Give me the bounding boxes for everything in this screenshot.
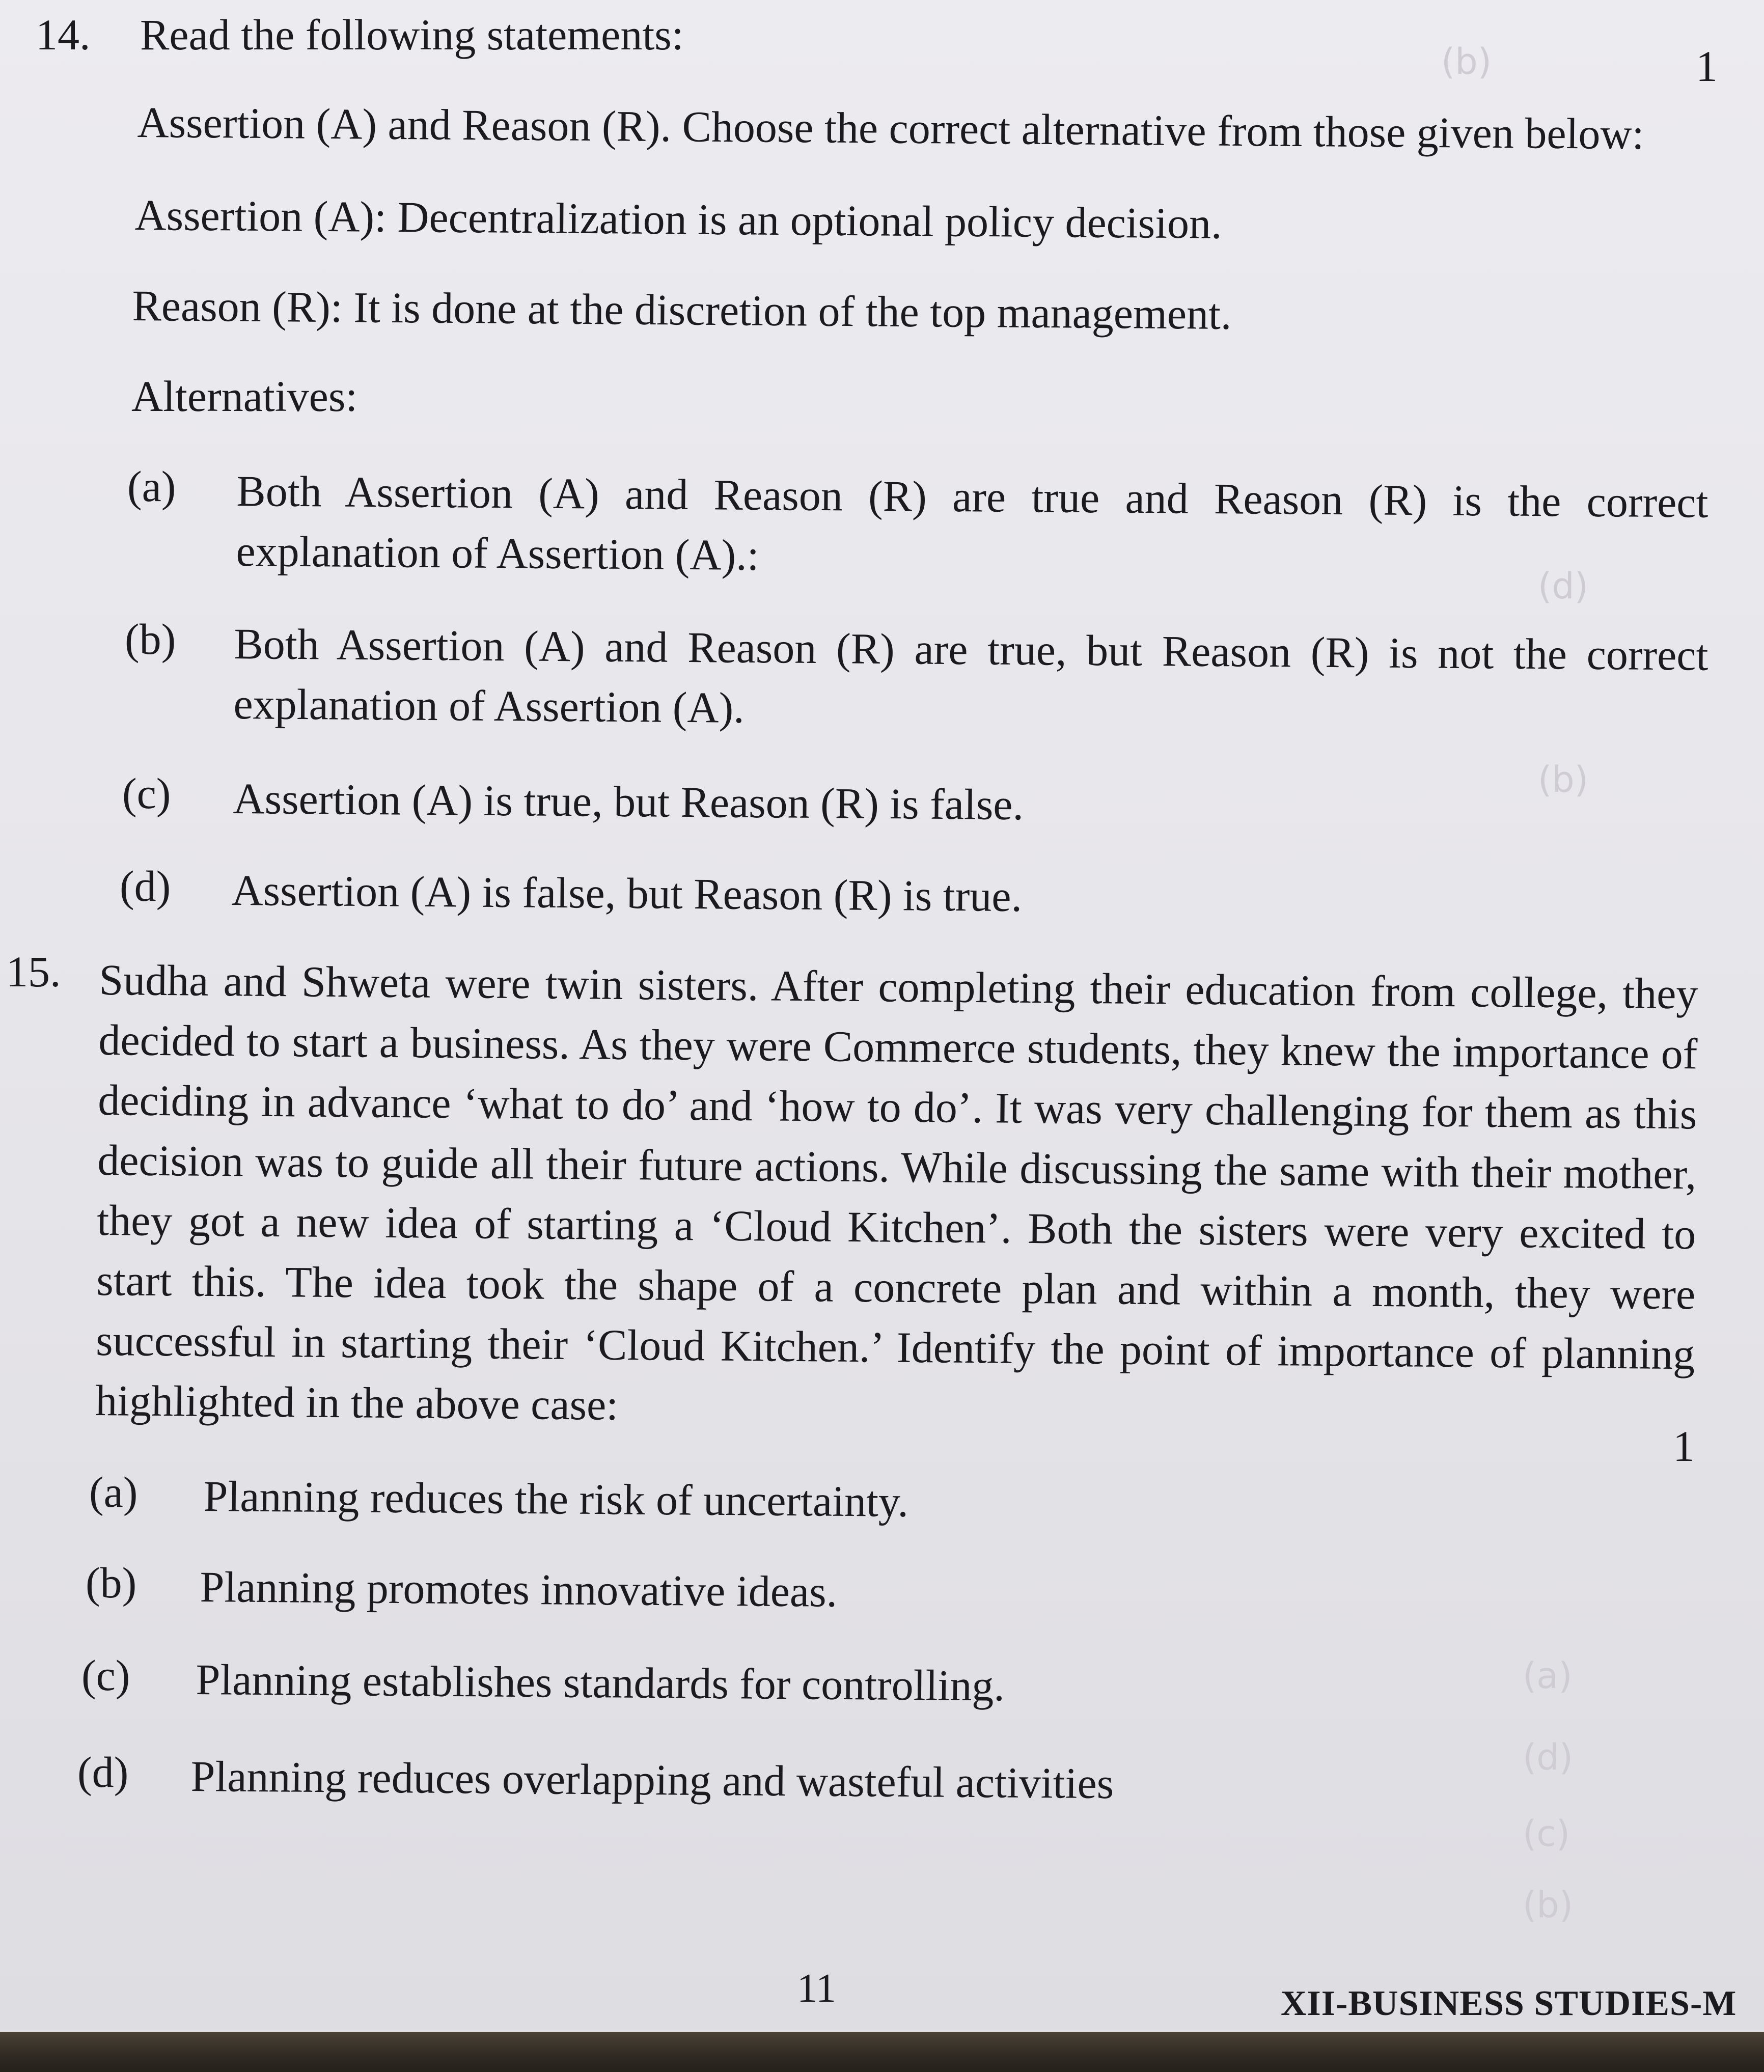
show-through-mark: (d)	[1523, 1736, 1574, 1778]
question-14-option-d-text: Assertion (A) is false, but Reason (R) is true.	[231, 865, 1023, 921]
show-through-mark: (b)	[1441, 41, 1492, 82]
question-15-option-a-text: Planning reduces the risk of uncertainty.	[203, 1472, 909, 1526]
question-15-option-c-label: (c)	[81, 1651, 130, 1700]
question-14-option-c-text: Assertion (A) is true, but Reason (R) is false.	[233, 773, 1024, 830]
question-14-option-b-label: (b)	[125, 615, 176, 664]
question-14-instruction: Assertion (A) and Reason (R). Choose the correct alternative from those given below:	[137, 97, 1644, 159]
question-14-marks: 1	[1696, 42, 1718, 91]
question-15-text: Sudha and Shweta were twin sisters. After completing their education from college, they decided to start a business. As they were Commerce students, they knew the importance of deciding in advance ‘what to do’ and ‘how to do’. It was very challenging for them as this decision was to guide all their future actions. While discussing the same with their mother, they got a new idea of starting a ‘Cloud Kitchen’. Both the sisters were very excited to start this. The idea took the shape of a concrete plan and within a month, they were successful in starting their ‘Cloud Kitchen.’ Identify the point of importance of planning highlighted in the above case:	[95, 955, 1698, 1429]
desk-background	[0, 2032, 1764, 2072]
question-14-intro: Read the following statements:	[140, 10, 684, 59]
question-14-number: 14.	[36, 10, 91, 59]
question-15-marks: 1	[1673, 1422, 1695, 1471]
show-through-mark: (c)	[1523, 1813, 1570, 1855]
paper-code: XII-BUSINESS STUDIES-M	[1281, 1984, 1737, 2023]
show-through-mark: (a)	[1523, 1655, 1573, 1697]
question-14-option-a-label: (a)	[127, 462, 176, 511]
question-15-number: 15.	[6, 947, 61, 996]
question-15-option-c-text: Planning establishes standards for controlling.	[196, 1655, 1005, 1710]
question-14-option-c-label: (c)	[122, 769, 171, 818]
question-15-option-b-label: (b)	[86, 1558, 137, 1607]
question-14-alternatives-heading: Alternatives:	[131, 372, 358, 421]
question-14-assertion: Assertion (A): Decentralization is an optional policy decision.	[134, 190, 1223, 248]
question-15-option-b-text: Planning promotes innovative ideas.	[200, 1562, 838, 1616]
question-15-option-d-text: Planning reduces overlapping and wasteful activities	[190, 1752, 1114, 1808]
question-14-option-a-text: Both Assertion (A) and Reason (R) are true and Reason (R) is the correct explanation of Assertion (A).:	[236, 466, 1708, 580]
show-through-mark: (b)	[1523, 1884, 1574, 1926]
question-15-option-d-label: (d)	[77, 1748, 129, 1797]
question-14-reason: Reason (R): It is done at the discretion of the top management.	[132, 281, 1232, 339]
question-14-option-d-label: (d)	[120, 862, 171, 910]
question-14-option-b-text: Both Assertion (A) and Reason (R) are true, but Reason (R) is not the correct explanation of Assertion (A).	[233, 619, 1708, 732]
question-15-option-a-label: (a)	[89, 1468, 138, 1516]
show-through-mark: (d)	[1538, 565, 1589, 607]
page-number: 11	[797, 1966, 837, 2011]
show-through-mark: (b)	[1538, 759, 1589, 800]
